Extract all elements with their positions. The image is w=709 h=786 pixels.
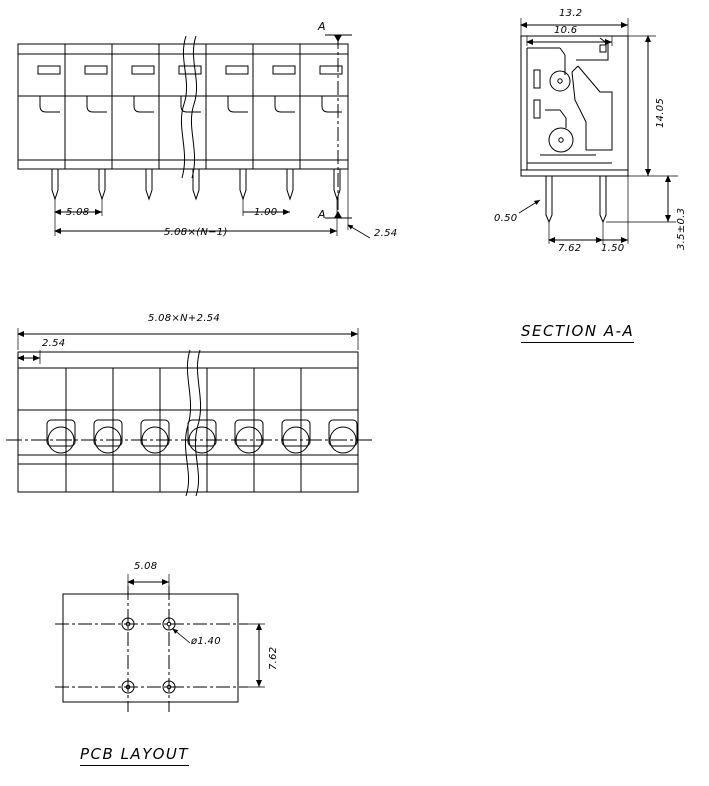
dim-section-body-depth: 13.2 bbox=[559, 8, 583, 19]
dim-section-pin-offset: 1.50 bbox=[601, 243, 625, 254]
dim-front-pin-width: 1.00 bbox=[254, 207, 278, 218]
dim-section-pin-row-spacing: 7.62 bbox=[558, 243, 582, 254]
dim-section-overall-height: 14.05 bbox=[655, 97, 666, 128]
dim-section-pin-thickness: 0.50 bbox=[494, 213, 518, 224]
dim-pcb-row-spacing: 7.62 bbox=[268, 646, 279, 670]
dim-section-pin-length: 3.5±0.3 bbox=[676, 207, 687, 250]
dim-top-first-hole-offset: 2.54 bbox=[42, 338, 66, 349]
section-letter-top: A bbox=[318, 20, 326, 33]
dim-pcb-hole-pitch: 5.08 bbox=[134, 561, 158, 572]
pcb-layout-caption: PCB LAYOUT bbox=[80, 745, 189, 766]
dim-section-inner-depth: 10.6 bbox=[554, 25, 578, 36]
dim-top-overall-length: 5.08×N+2.54 bbox=[148, 313, 221, 324]
dim-front-pitch: 5.08 bbox=[66, 207, 90, 218]
dim-front-overall: 5.08×(N−1) bbox=[164, 227, 228, 238]
dim-pcb-hole-diameter: ø1.40 bbox=[191, 636, 221, 647]
dim-front-end-margin: 2.54 bbox=[374, 228, 398, 239]
section-letter-bottom: A bbox=[318, 208, 326, 221]
section-caption: SECTION A-A bbox=[521, 322, 634, 343]
